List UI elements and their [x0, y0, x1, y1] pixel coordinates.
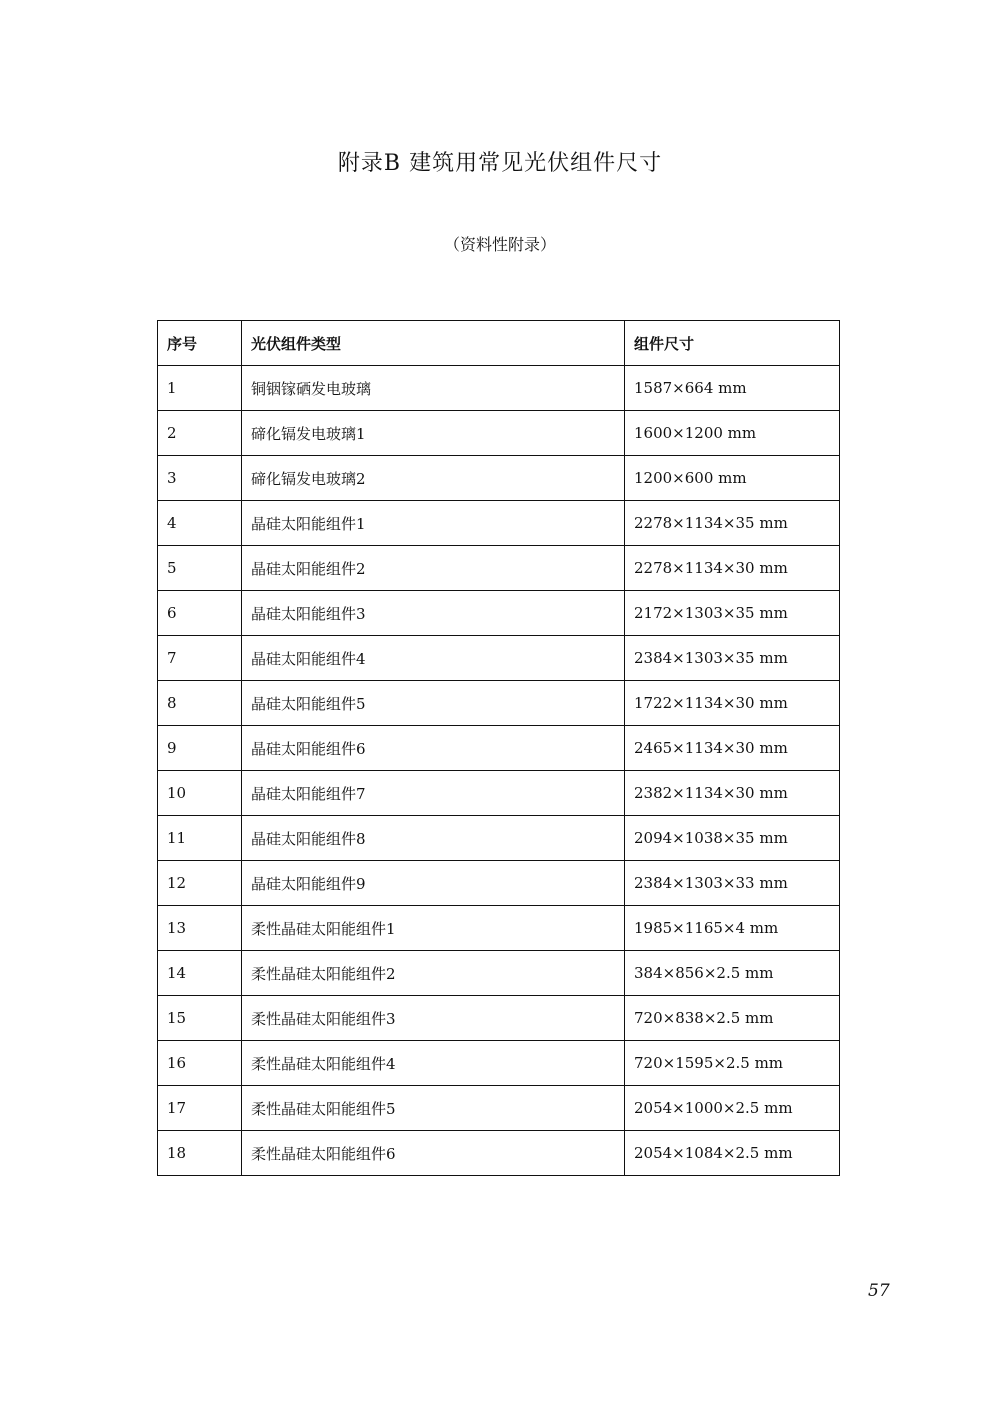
cell-serial: 3	[158, 456, 242, 501]
cell-type: 碲化镉发电玻璃1	[242, 411, 625, 456]
table-row	[158, 501, 840, 546]
header-module-size: 组件尺寸	[625, 321, 840, 366]
table-row	[158, 681, 840, 726]
cell-type: 柔性晶硅太阳能组件4	[242, 1041, 625, 1086]
table-row	[158, 411, 840, 456]
cell-size: 1985×1165×4 mm	[625, 906, 840, 951]
cell-serial: 7	[158, 636, 242, 681]
cell-type: 晶硅太阳能组件4	[242, 636, 625, 681]
cell-size: 1722×1134×30 mm	[625, 681, 840, 726]
cell-type: 晶硅太阳能组件6	[242, 726, 625, 771]
cell-serial: 9	[158, 726, 242, 771]
cell-size: 720×1595×2.5 mm	[625, 1041, 840, 1086]
cell-size: 720×838×2.5 mm	[625, 996, 840, 1041]
table-row	[158, 996, 840, 1041]
table-row	[158, 366, 840, 411]
table-row	[158, 591, 840, 636]
cell-size: 384×856×2.5 mm	[625, 951, 840, 996]
table-row	[158, 1086, 840, 1131]
header-serial-number: 序号	[158, 321, 242, 366]
cell-size: 2384×1303×33 mm	[625, 861, 840, 906]
cell-type: 晶硅太阳能组件2	[242, 546, 625, 591]
cell-size: 1587×664 mm	[625, 366, 840, 411]
cell-size: 2384×1303×35 mm	[625, 636, 840, 681]
table-row	[158, 951, 840, 996]
cell-serial: 12	[158, 861, 242, 906]
cell-serial: 5	[158, 546, 242, 591]
table-row	[158, 771, 840, 816]
table-header-row	[158, 321, 840, 366]
page-title: 附录B 建筑用常见光伏组件尺寸	[337, 151, 663, 176]
cell-size: 2465×1134×30 mm	[625, 726, 840, 771]
cell-serial: 15	[158, 996, 242, 1041]
cell-serial: 11	[158, 816, 242, 861]
cell-size: 1600×1200 mm	[625, 411, 840, 456]
pv-module-size-table	[157, 320, 840, 1176]
cell-type: 晶硅太阳能组件1	[242, 501, 625, 546]
cell-type: 柔性晶硅太阳能组件3	[242, 996, 625, 1041]
table-row	[158, 1041, 840, 1086]
table-row	[158, 456, 840, 501]
cell-serial: 17	[158, 1086, 242, 1131]
cell-size: 2172×1303×35 mm	[625, 591, 840, 636]
cell-size: 2054×1000×2.5 mm	[625, 1086, 840, 1131]
cell-size: 2094×1038×35 mm	[625, 816, 840, 861]
cell-serial: 4	[158, 501, 242, 546]
cell-type: 柔性晶硅太阳能组件6	[242, 1131, 625, 1176]
page-number: 57	[868, 1281, 890, 1301]
cell-type: 晶硅太阳能组件7	[242, 771, 625, 816]
cell-serial: 16	[158, 1041, 242, 1086]
cell-type: 铜铟镓硒发电玻璃	[242, 366, 625, 411]
cell-size: 2382×1134×30 mm	[625, 771, 840, 816]
cell-type: 晶硅太阳能组件3	[242, 591, 625, 636]
cell-size: 2278×1134×30 mm	[625, 546, 840, 591]
cell-serial: 14	[158, 951, 242, 996]
cell-serial: 6	[158, 591, 242, 636]
cell-serial: 8	[158, 681, 242, 726]
cell-serial: 10	[158, 771, 242, 816]
table-row	[158, 636, 840, 681]
page-subtitle: （资料性附录）	[443, 235, 556, 254]
cell-serial: 13	[158, 906, 242, 951]
cell-type: 晶硅太阳能组件5	[242, 681, 625, 726]
table-row	[158, 726, 840, 771]
cell-size: 2278×1134×35 mm	[625, 501, 840, 546]
cell-type: 晶硅太阳能组件9	[242, 861, 625, 906]
cell-type: 柔性晶硅太阳能组件2	[242, 951, 625, 996]
cell-serial: 18	[158, 1131, 242, 1176]
table-row	[158, 861, 840, 906]
cell-type: 柔性晶硅太阳能组件1	[242, 906, 625, 951]
table-body	[158, 366, 840, 1176]
table-row	[158, 1131, 840, 1176]
header-module-type: 光伏组件类型	[242, 321, 625, 366]
cell-serial: 2	[158, 411, 242, 456]
cell-serial: 1	[158, 366, 242, 411]
cell-type: 柔性晶硅太阳能组件5	[242, 1086, 625, 1131]
cell-size: 1200×600 mm	[625, 456, 840, 501]
table-row	[158, 816, 840, 861]
cell-type: 晶硅太阳能组件8	[242, 816, 625, 861]
table-row	[158, 546, 840, 591]
cell-size: 2054×1084×2.5 mm	[625, 1131, 840, 1176]
cell-type: 碲化镉发电玻璃2	[242, 456, 625, 501]
table-row	[158, 906, 840, 951]
